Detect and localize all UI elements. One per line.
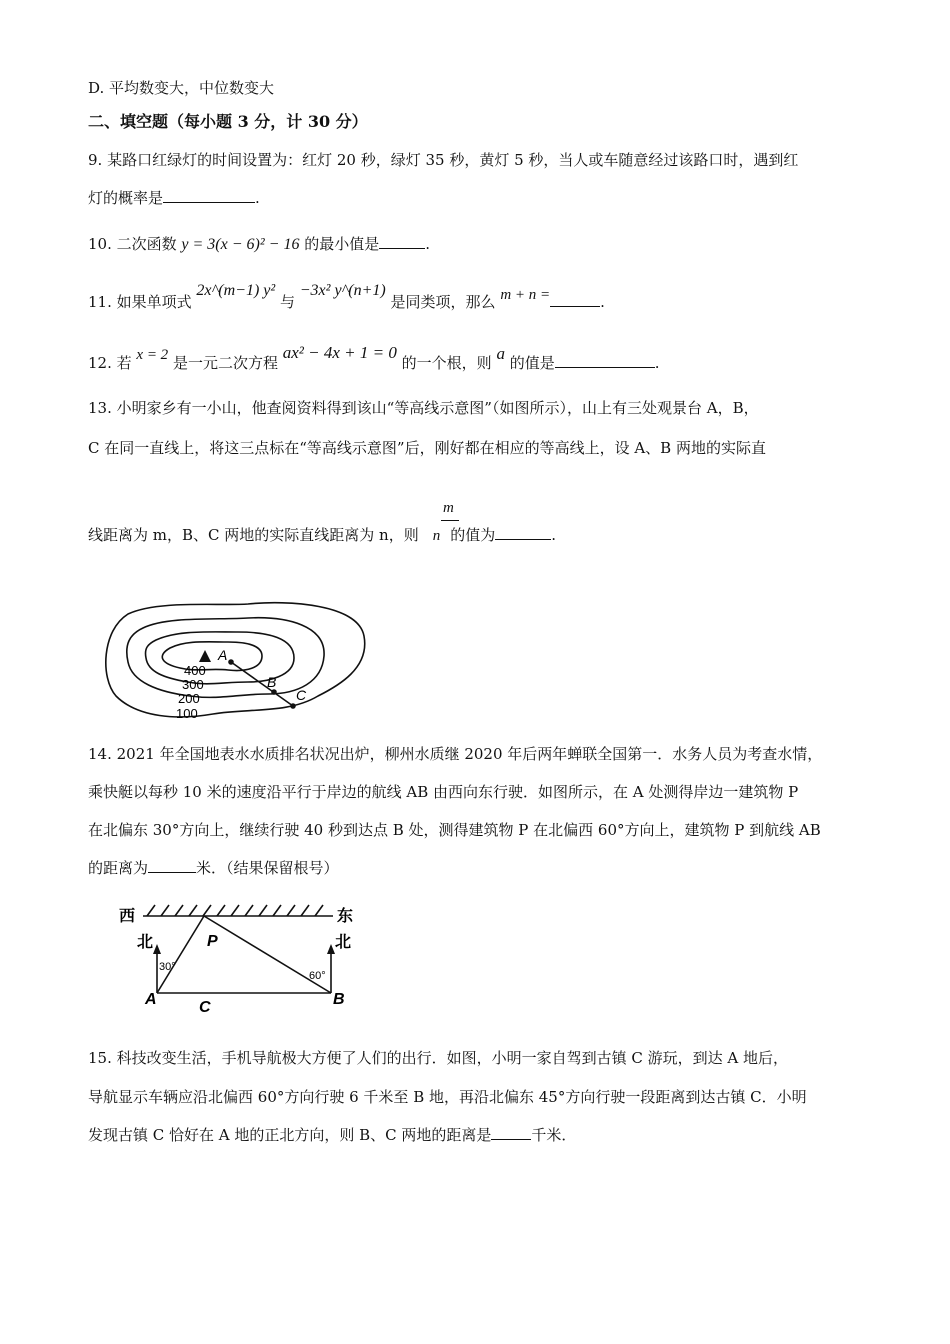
q14-line4-prefix: 的距离为	[88, 859, 149, 877]
q10-answer-blank[interactable]	[379, 234, 425, 249]
q13-line3	[88, 525, 556, 546]
q9-end: .	[255, 189, 260, 207]
q12-mid: 是一元二次方程	[172, 354, 278, 372]
point-a-dot	[228, 659, 234, 665]
point-c-label-q14: C	[199, 999, 211, 1016]
q11-mid: 与	[279, 293, 295, 311]
q10-formula: y = 3(x − 6)² − 16	[181, 236, 300, 253]
q15-line3	[88, 1125, 576, 1145]
q9-prefix: 灯的概率是	[88, 189, 164, 207]
q12-suffix: 的一个根，则	[401, 354, 492, 372]
point-b-dot	[271, 689, 277, 695]
point-c-label: C	[296, 687, 307, 703]
q10-end: .	[425, 235, 431, 253]
q11-suffix: 是同类项，那么	[390, 293, 496, 311]
contour-label-100: 100	[176, 706, 198, 721]
q11-answer-blank[interactable]	[550, 292, 600, 307]
q13-line3-suffix: 的值为	[450, 526, 496, 544]
contour-100	[106, 603, 365, 717]
point-b-label: B	[267, 674, 277, 690]
peak-marker-icon	[199, 650, 211, 662]
option-d: D. 平均数变大，中位数变大	[88, 79, 275, 97]
q13-frac-bar	[441, 520, 459, 521]
north-arrow-b-icon	[327, 944, 335, 954]
q9-answer-blank[interactable]	[163, 188, 255, 203]
q10-suffix: 的最小值是	[304, 235, 380, 253]
q12-var: a	[496, 344, 505, 363]
q12-cond: x = 2	[136, 347, 169, 363]
angle-a-label: 30°	[159, 961, 176, 973]
q11-line	[88, 282, 605, 313]
point-a-label: A	[218, 647, 228, 663]
q9-line1: 9. 某路口红绿灯的时间设置为：红灯 20 秒，绿灯 35 秒，黄灯 5 秒，当人或车随意经过该路口时，遇到红	[88, 151, 799, 169]
q15-line2: 导航显示车辆应沿北偏西 60°方向行驶 6 千米至 B 地，再沿北偏东 45°方向行驶一段距离到达古镇 C．小明	[88, 1088, 807, 1106]
north-label-a: 北	[137, 934, 154, 951]
q13-line2: C 在同一直线上，将这三点标在“等高线示意图”后，刚好都在相应的等高线上，设 A、B 两地的实际直	[88, 439, 766, 457]
q11-end: .	[600, 293, 605, 311]
line-ap	[157, 916, 204, 993]
q14-line4-suffix: 米．（结果保留根号）	[196, 859, 339, 877]
contour-400	[162, 642, 262, 671]
q11-expr: m + n =	[500, 287, 551, 303]
q14-line2: 乘快艇以每秒 10 米的速度沿平行于岸边的航线 AB 由西向东行驶．如图所示，在 A 处测得岸边一建筑物 P	[88, 783, 799, 801]
contour-map-figure	[98, 596, 373, 726]
contour-label-200: 200	[178, 691, 200, 706]
q13-end: .	[551, 526, 557, 544]
q13-answer-blank[interactable]	[495, 525, 551, 540]
shore-route-figure	[113, 900, 363, 1018]
q12-answer-blank[interactable]	[555, 353, 655, 368]
q15-line3-suffix: 千米．	[531, 1126, 577, 1144]
q12-suffix2: 的值是	[509, 354, 555, 372]
angle-b-label: 60°	[309, 970, 326, 982]
point-c-dot	[290, 703, 296, 709]
point-p-label: P	[207, 933, 218, 950]
point-b-label-q14: B	[333, 991, 345, 1008]
contour-label-300: 300	[182, 677, 204, 692]
q10-prefix: 10. 二次函数	[88, 235, 177, 253]
q12-line	[88, 343, 660, 374]
q14-line1: 14. 2021 年全国地表水水质排名状况出炉，柳州水质继 2020 年后两年蝉联全国第一．水务人员为考查水情，	[88, 745, 823, 763]
q12-equation: ax² − 4x + 1 = 0	[282, 343, 397, 362]
east-label: 东	[337, 908, 354, 925]
q14-line3: 在北偏东 30°方向上，继续行驶 40 秒到达点 B 处，测得建筑物 P 在北偏西 60°方向上，建筑物 P 到航线 AB	[88, 821, 821, 839]
q15-line3-prefix: 发现古镇 C 恰好在 A 地的正北方向，则 B、C 两地的距离是	[88, 1126, 492, 1144]
q11-term2: −3x² y^(n+1)	[299, 282, 386, 299]
q12-prefix: 12. 若	[88, 354, 132, 372]
q13-frac-denominator: n	[432, 528, 441, 544]
q14-answer-blank[interactable]	[148, 858, 196, 873]
q11-prefix: 11. 如果单项式	[88, 293, 192, 311]
q14-line4	[88, 858, 339, 878]
shore-hatching	[147, 905, 323, 916]
north-arrow-a-icon	[153, 944, 161, 954]
contour-label-400: 400	[184, 663, 206, 678]
q15-answer-blank[interactable]	[491, 1125, 531, 1140]
point-a-label-q14: A	[145, 991, 157, 1008]
q13-line1: 13. 小明家乡有一小山，他查阅资料得到该山“等高线示意图”（如图所示），山上有三处观景台 A，B，	[88, 399, 759, 417]
q13-line3-prefix: 线距离为 m，B、C 两地的实际直线距离为 n，则	[88, 526, 419, 544]
q11-term1: 2x^(m−1) y²	[196, 282, 276, 299]
q10-line	[88, 234, 430, 255]
section-title: 二、填空题（每小题 3 分，计 30 分）	[88, 112, 368, 131]
north-label-b: 北	[335, 934, 352, 951]
q15-line1: 15. 科技改变生活，手机导航极大方便了人们的出行．如图，小明一家自驾到古镇 C 游玩，到达 A 地后，	[88, 1049, 789, 1067]
q9-line2	[88, 188, 260, 208]
line-abc	[231, 662, 293, 706]
q13-frac-numerator: m	[443, 500, 454, 516]
q12-end: .	[654, 354, 660, 372]
west-label: 西	[119, 908, 136, 925]
